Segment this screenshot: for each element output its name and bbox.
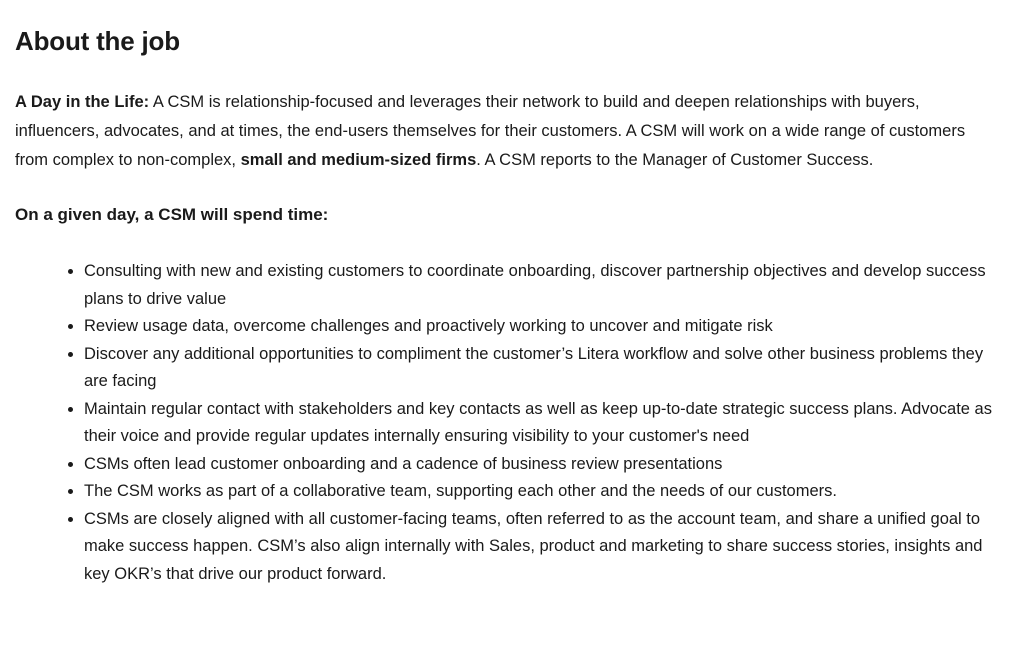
bullet-item: • Consulting with new and existing customers to coordinate onboarding, discover partnership objectives and develop success plans to drive value xyxy=(84,258,998,313)
intro-mid-bold: small and medium-sized firms xyxy=(240,151,477,169)
bullet-item: • CSMs often lead customer onboarding and a cadence of business review presentations xyxy=(84,451,998,479)
bullet-item: • Maintain regular contact with stakeholders and key contacts as well as keep up-to-date strategic success plans. Advocate as their voice and provide regular updates internally ensuring visibility to your customer's need xyxy=(84,396,998,451)
page-title: About the job xyxy=(15,26,180,56)
bullet-list xyxy=(15,258,998,588)
intro-lead-bold: A Day in the Life: xyxy=(15,93,150,111)
section-heading: On a given day, a CSM will spend time: xyxy=(15,205,329,224)
bullet-item: • The CSM works as part of a collaborative team, supporting each other and the needs of our customers. xyxy=(84,478,998,506)
bullet-item: • CSMs are closely aligned with all customer-facing teams, often referred to as the account team, and share a unified goal to make success happen. CSM’s also align internally with Sales, product and marketing to share success stories, insights and key OKR’s that drive our product forward. xyxy=(84,506,998,589)
bullet-item: • Review usage data, overcome challenges and proactively working to uncover and mitigate risk xyxy=(84,313,998,341)
intro-paragraph xyxy=(15,88,998,175)
bullet-item: • Discover any additional opportunities to compliment the customer’s Litera workflow and solve other business problems they are facing xyxy=(84,341,998,396)
intro-segment-1: A CSM is relationship-focused and leverages their network to build and deepen relationships with buyers, influencers, advocates, and at times, the end-users themselves for their customers. A CSM will work on a wide range of customers from complex to non-complex, xyxy=(15,93,966,169)
intro-segment-2: . A CSM reports to the Manager of Customer Success. xyxy=(476,151,874,169)
